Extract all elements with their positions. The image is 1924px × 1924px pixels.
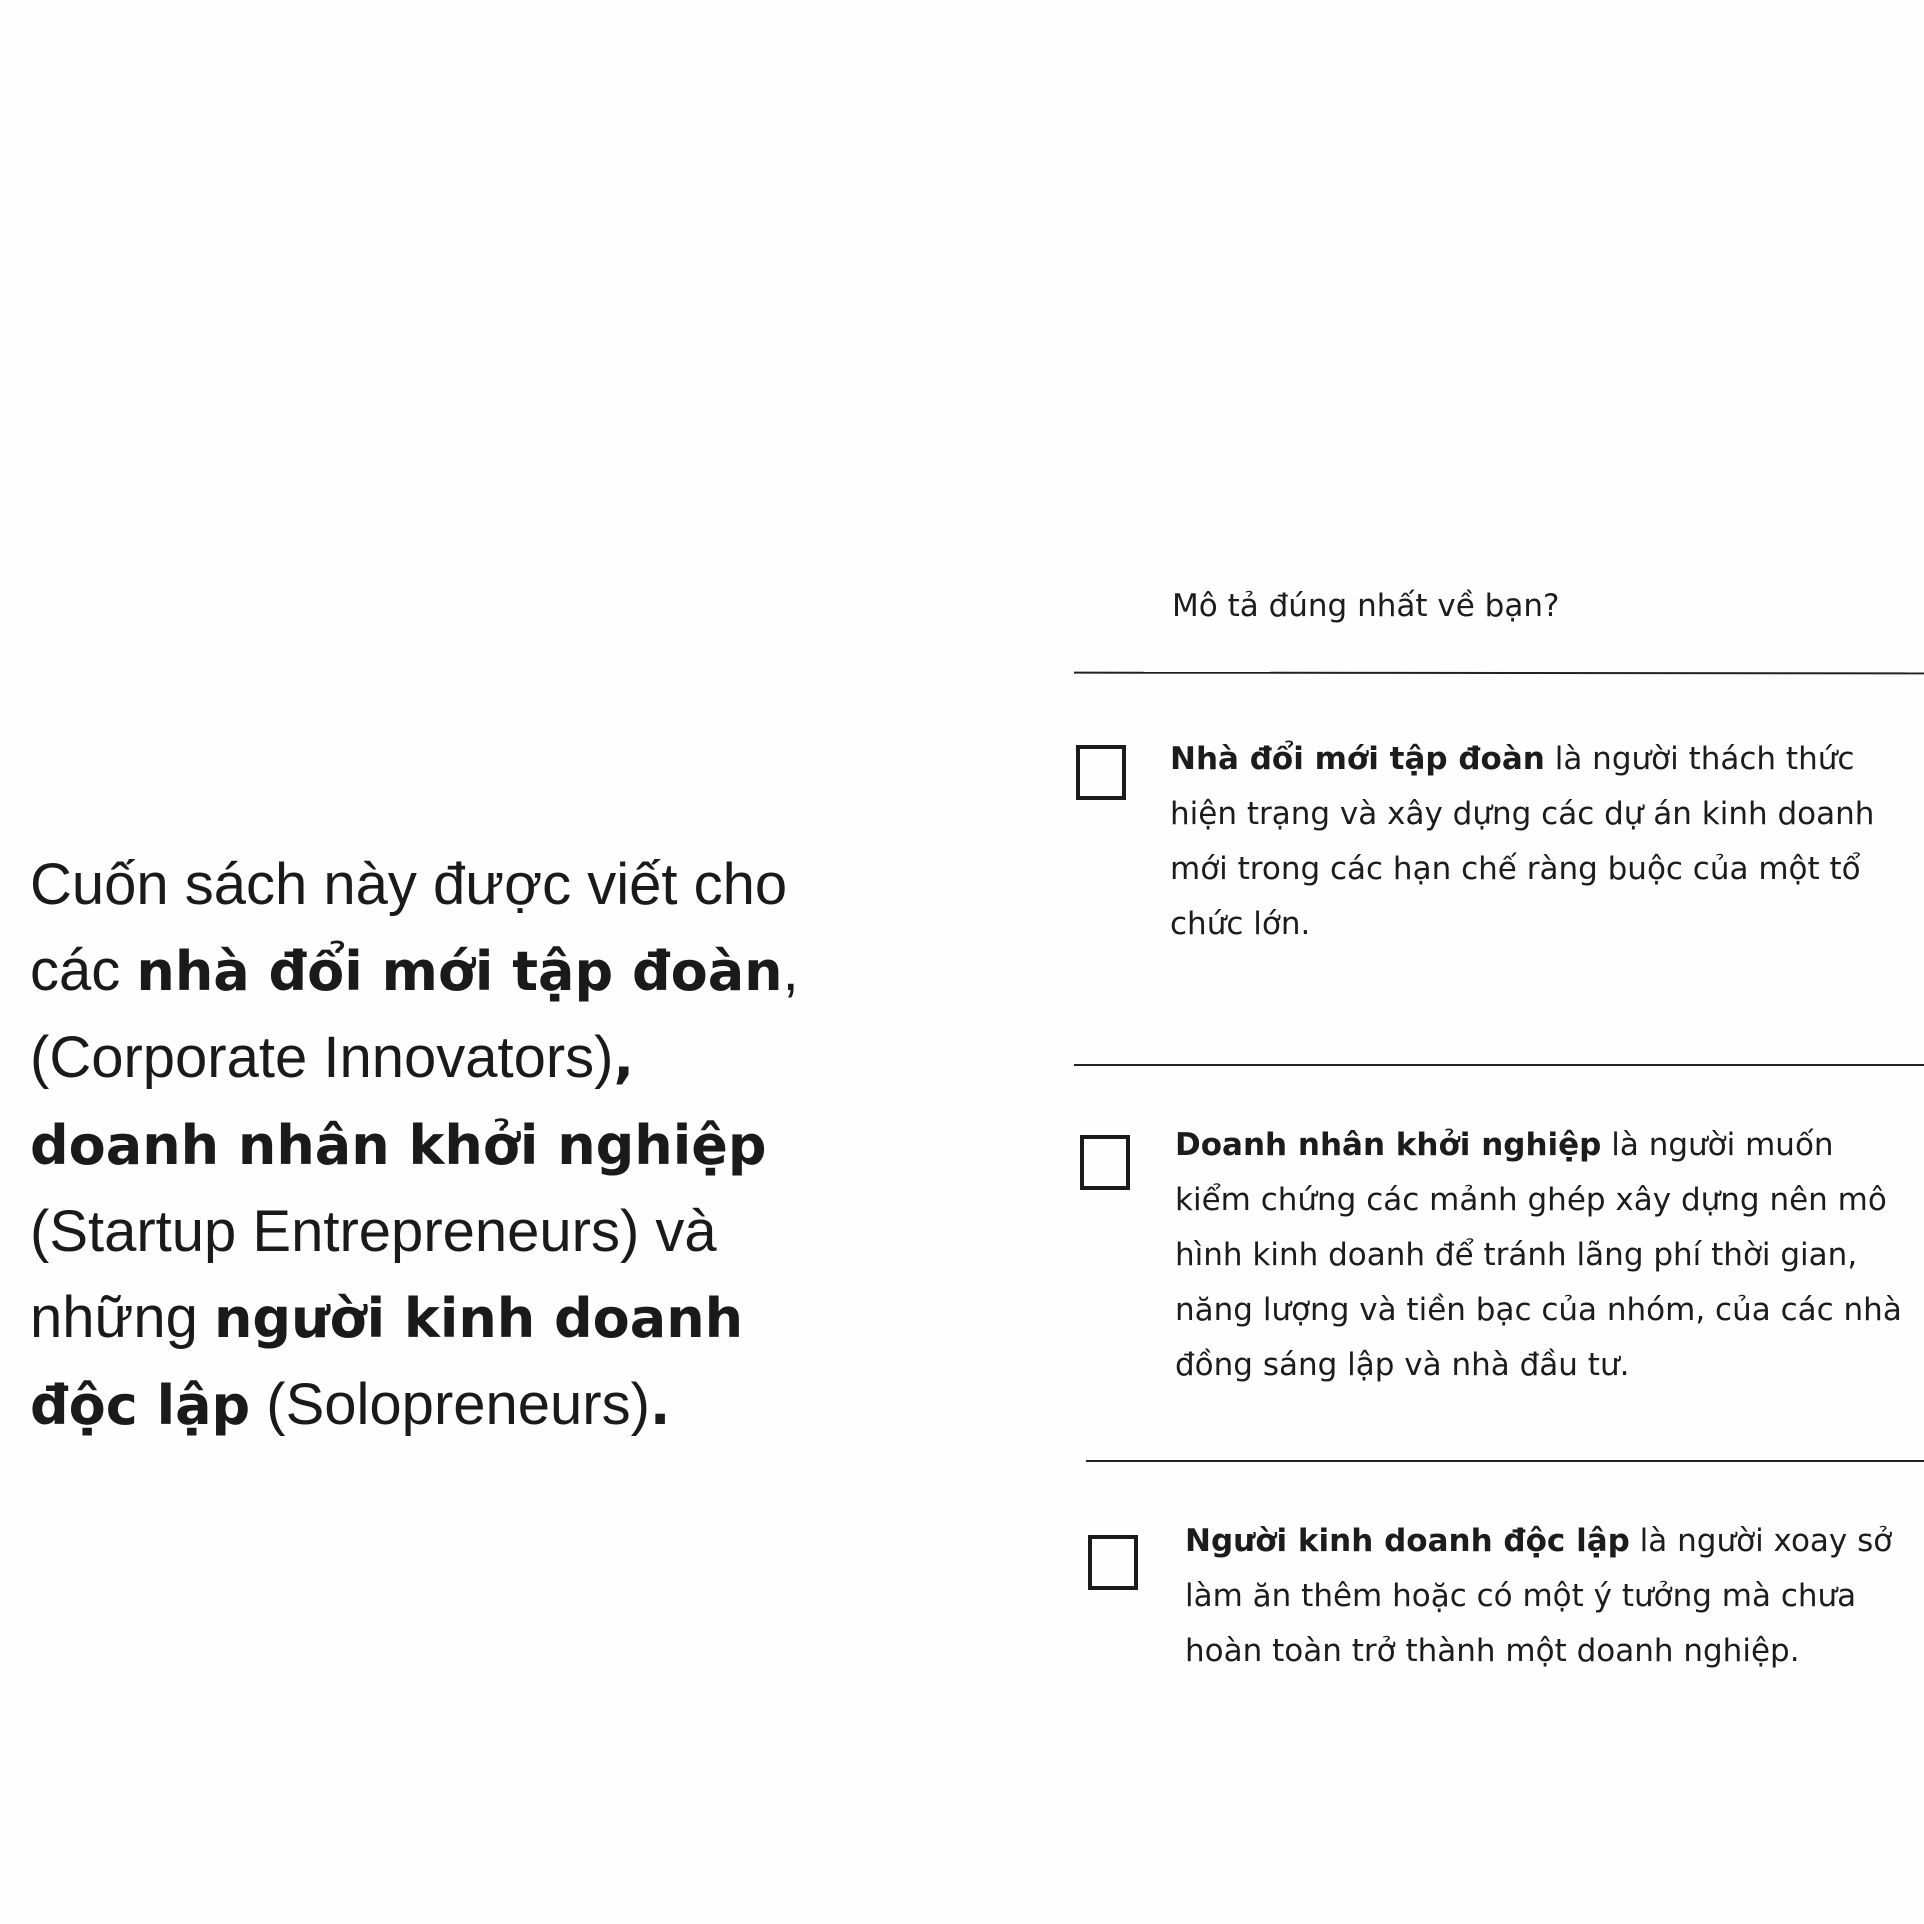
intro-text-4: (Solopreneurs) [250,1372,650,1437]
intro-bold-startup-entrepreneurs: , doanh nhân khởi nghiệp [30,1027,767,1177]
intro-text-1: Cuốn sách này được viết cho các [30,852,788,1003]
divider-1 [1074,672,1924,675]
intro-text-2: , (Corporate Innovators) [30,938,799,1090]
divider-2 [1074,1064,1924,1066]
divider-3 [1086,1460,1924,1462]
checkbox-solopreneur[interactable] [1088,1535,1138,1590]
option-description: là người muốn kiểm chứng các mảnh ghép xây dựng nên mô hình kinh doanh để tránh lãng phí thời gian, năng lượng và tiền bạc của nhóm, của các nhà đồng sáng lập và nhà đầu tư. [1175,1127,1902,1383]
intro-paragraph [30,842,810,1449]
checkbox-corporate-innovator[interactable] [1076,745,1126,800]
checkbox-startup-entrepreneur[interactable] [1080,1135,1130,1190]
intro-bold-corporate-innovators: nhà đổi mới tập đoàn [136,940,783,1003]
intro-text-3: (Startup Entrepreneurs) và những [30,1199,717,1350]
option-title: Người kinh doanh độc lập [1185,1523,1630,1559]
intro-period: . [649,1374,671,1437]
option-title: Nhà đổi mới tập đoàn [1170,741,1545,777]
intro-bold-solopreneurs: người kinh doanh độc lập [30,1287,744,1437]
option-solopreneur [1185,1514,1924,1679]
option-corporate-innovator [1170,732,1910,952]
option-startup-entrepreneur [1175,1118,1915,1393]
option-title: Doanh nhân khởi nghiệp [1175,1127,1602,1163]
option-description: là người xoay sở làm ăn thêm hoặc có một ý tưởng mà chưa hoàn toàn trở thành một doanh nghiệp. [1185,1523,1893,1669]
option-description: là người thách thức hiện trạng và xây dựng các dự án kinh doanh mới trong các hạn chế ràng buộc của một tổ chức lớn. [1170,741,1875,942]
question-heading: Mô tả đúng nhất về bạn? [1172,588,1560,624]
